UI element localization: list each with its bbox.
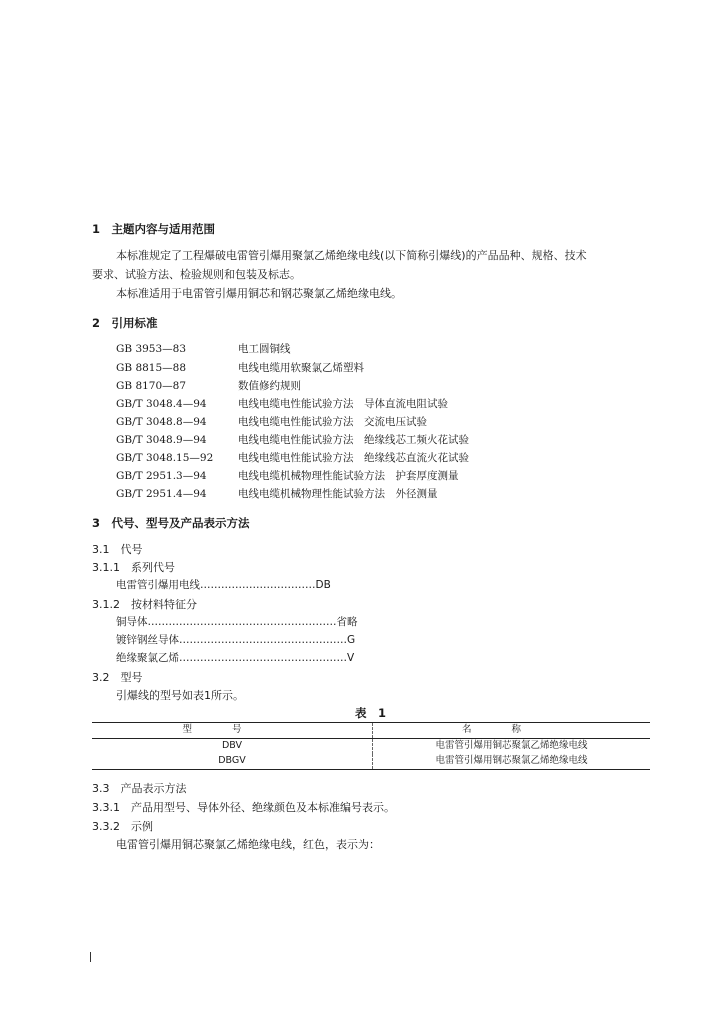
subsection-3-2-text: 引爆线的型号如表1所示。 [116, 689, 244, 702]
reference-code: GB/T 3048.9—94 [116, 434, 207, 446]
subsection-3-3-heading: 3.3 产品表示方法 [92, 782, 187, 795]
table-cell-name: 电雷管引爆用铜芯聚氯乙烯绝缘电线 [435, 740, 588, 752]
reference-code: GB/T 3048.15—92 [116, 452, 214, 464]
subsection-3-3-1-text: 3.3.1 产品用型号、导体外径、绝缘颜色及本标准编号表示。 [92, 801, 395, 814]
table-header-cell: 型号 [92, 723, 373, 739]
subsection-3-1-2-heading: 3.1.2 按材料特征分 [92, 598, 197, 611]
section-1-heading: 1 主题内容与适用范围 [92, 222, 216, 236]
reference-code: GB/T 3048.4—94 [116, 398, 207, 410]
table-row [92, 754, 650, 770]
reference-title: 电线电缆用软聚氯乙烯塑料 [238, 362, 364, 374]
table-cell-name: 电雷管引爆用钢芯聚氯乙烯绝缘电线 [435, 755, 588, 767]
reference-title: 电线电缆电性能试验方法 绝缘线芯直流火花试验 [238, 452, 469, 464]
model-table [92, 722, 650, 770]
subsection-3-3-2-heading: 3.3.2 示例 [92, 820, 153, 833]
reference-title: 数值修约规则 [238, 380, 301, 392]
reference-code: GB/T 2951.4—94 [116, 488, 207, 500]
reference-code: GB/T 3048.8—94 [116, 416, 207, 428]
table-header-cell: 名称 [461, 724, 561, 736]
reference-title: 电线电缆电性能试验方法 交流电压试验 [238, 416, 427, 428]
section-3-heading: 3 代号、型号及产品表示方法 [92, 516, 250, 530]
reference-code: GB 3953—83 [116, 343, 187, 355]
table-caption: 表 1 [355, 706, 387, 720]
subsection-3-1-heading: 3.1 代号 [92, 543, 143, 556]
section-1-paragraph-2: 本标准适用于电雷管引爆用铜芯和钢芯聚氯乙烯绝缘电线。 [116, 287, 402, 300]
reference-title: 电线电缆机械物理性能试验方法 护套厚度测量 [238, 470, 459, 482]
subsection-3-1-1-heading: 3.1.1 系列代号 [92, 561, 175, 574]
material-code-line: 铜导体………………………………………………省略 [116, 616, 358, 628]
series-code-line: 电雷管引爆用电线……………………………DB [116, 579, 331, 591]
reference-title: 电线电缆电性能试验方法 绝缘线芯工频火花试验 [238, 434, 469, 446]
section-1-paragraph-1-line-2: 要求、试验方法、检验规则和包装及标志。 [92, 268, 301, 281]
table-cell-model: DBV [92, 739, 373, 755]
reference-title: 电线电缆机械物理性能试验方法 外径测量 [238, 488, 438, 500]
margin-mark [90, 952, 91, 962]
example-text: 电雷管引爆用铜芯聚氯乙烯绝缘电线，红色，表示为： [116, 838, 380, 851]
table-row [92, 739, 650, 755]
material-code-line: 绝缘聚氯乙烯…………………………………………V [116, 652, 355, 664]
reference-code: GB/T 2951.3—94 [116, 470, 207, 482]
reference-code: GB 8170—87 [116, 380, 187, 392]
table-header-row [92, 723, 650, 739]
reference-title: 电工圆铜线 [238, 343, 291, 355]
reference-code: GB 8815—88 [116, 362, 187, 374]
section-1-paragraph-1-line-1: 本标准规定了工程爆破电雷管引爆用聚氯乙烯绝缘电线(以下简称引爆线)的产品品种、规格、技术 [116, 249, 587, 262]
reference-title: 电线电缆电性能试验方法 导体直流电阻试验 [238, 398, 448, 410]
table-cell-model: DBGV [92, 754, 373, 770]
section-2-heading: 2 引用标准 [92, 316, 158, 330]
material-code-line: 镀锌钢丝导体…………………………………………G [116, 634, 356, 646]
subsection-3-2-heading: 3.2 型号 [92, 671, 143, 684]
